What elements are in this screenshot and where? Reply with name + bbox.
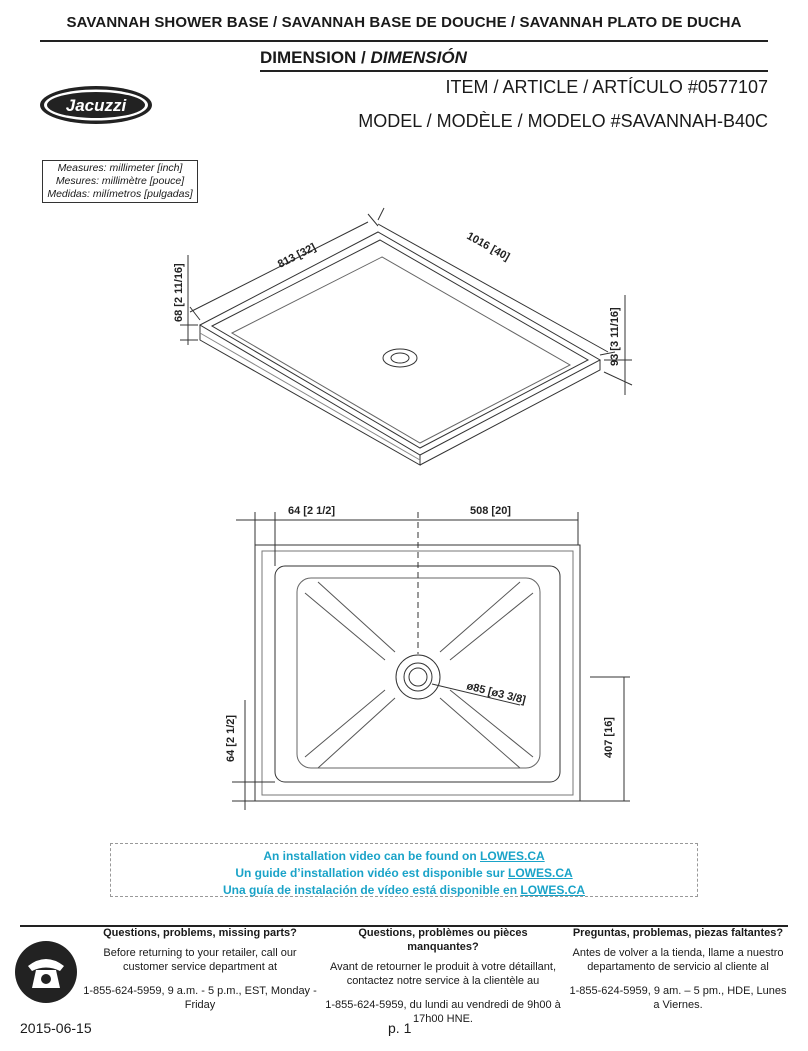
support-en	[80, 926, 320, 1022]
video-es: Una guía de instalación de vídeo está disponible en LOWES.CA	[222, 883, 586, 897]
support-es-p2: 1-855-624-5959, 9 am. – 5 pm., HDE, Lunes a Viernes.	[569, 985, 787, 1011]
plan-tray	[275, 566, 560, 782]
model-number: MODEL / MODÈLE / MODELO #SAVANNAH-B40C	[358, 111, 768, 131]
iso-top-rim	[200, 232, 600, 455]
measures-fr: Mesures: millimètre [pouce]	[55, 175, 185, 187]
page-number: p. 1	[388, 1020, 412, 1036]
support-en-p2: 1-855-624-5959, 9 a.m. - 5 p.m., EST, Monday - Friday	[83, 985, 317, 1011]
dimension-heading-en: DIMENSION /	[260, 48, 371, 67]
video-en: An installation video can be found on LOWES.CA	[263, 849, 545, 863]
plan-drain-label: ø85 [ø3 3/8]	[465, 680, 527, 707]
support-es-heading: Preguntas, problemas, piezas faltantes?	[572, 927, 784, 939]
video-notice	[110, 843, 698, 897]
measures-en: Measures: millimeter [inch]	[57, 162, 183, 174]
plan-right-label: 407 [16]	[603, 717, 615, 758]
iso-width-label: 1016 [40]	[464, 230, 512, 264]
plan-top-left-label: 64 [2 1/2]	[288, 505, 336, 517]
support-en-heading: Questions, problems, missing parts?	[103, 927, 297, 939]
document-date: 2015-06-15	[20, 1020, 92, 1036]
logo-text: Jacuzzi	[65, 96, 127, 115]
support-fr-heading: Questions, problèmes ou pièces manquantes?	[358, 927, 528, 953]
dimension-heading-es: DIMENSIÓN	[370, 48, 467, 67]
iso-front-face	[200, 325, 420, 465]
support-fr	[324, 926, 562, 1036]
iso-drain	[383, 349, 417, 367]
support-es	[566, 926, 790, 1022]
lowes-link-fr[interactable]: LOWES.CA	[508, 866, 573, 880]
lowes-link-en[interactable]: LOWES.CA	[480, 849, 545, 863]
iso-tray-floor	[232, 257, 570, 443]
lowes-link-es[interactable]: LOWES.CA	[520, 883, 586, 897]
iso-left-height-label: 68 [2 11/16]	[173, 263, 185, 322]
isometric-drawing	[0, 0, 808, 520]
telephone-icon	[14, 940, 78, 1004]
iso-side-face	[420, 360, 600, 465]
item-number: ITEM / ARTICLE / ARTÍCULO #0577107	[445, 77, 768, 97]
plan-drain	[396, 655, 440, 699]
video-fr: Un guide d’installation vidéo est disponible sur LOWES.CA	[235, 866, 573, 880]
support-fr-p2: 1-855-624-5959, du lundi au vendredi de 9h00 à 17h00 HNE.	[325, 999, 561, 1025]
support-en-p1: Before returning to your retailer, call our customer service department at	[103, 947, 297, 973]
plan-left-label: 64 [2 1/2]	[225, 714, 237, 762]
support-es-p1: Antes de volver a la tienda, llame a nuestro departamento de servicio al cliente al	[572, 947, 784, 973]
iso-right-height-label: 93 [3 11/16]	[609, 307, 621, 366]
support-fr-p1: Avant de retourner le produit à votre détaillant, contactez notre service à la clientèle au	[329, 961, 557, 987]
iso-inner-rim	[212, 240, 588, 448]
iso-depth-label: 813 [32]	[275, 241, 318, 271]
plan-top-right-label: 508 [20]	[470, 505, 511, 517]
measures-es: Medidas: milímetros [pulgadas]	[47, 188, 193, 200]
document-title: SAVANNAH SHOWER BASE / SAVANNAH BASE DE DOUCHE / SAVANNAH PLATO DE DUCHA	[66, 14, 742, 31]
plan-drawing	[0, 490, 808, 820]
